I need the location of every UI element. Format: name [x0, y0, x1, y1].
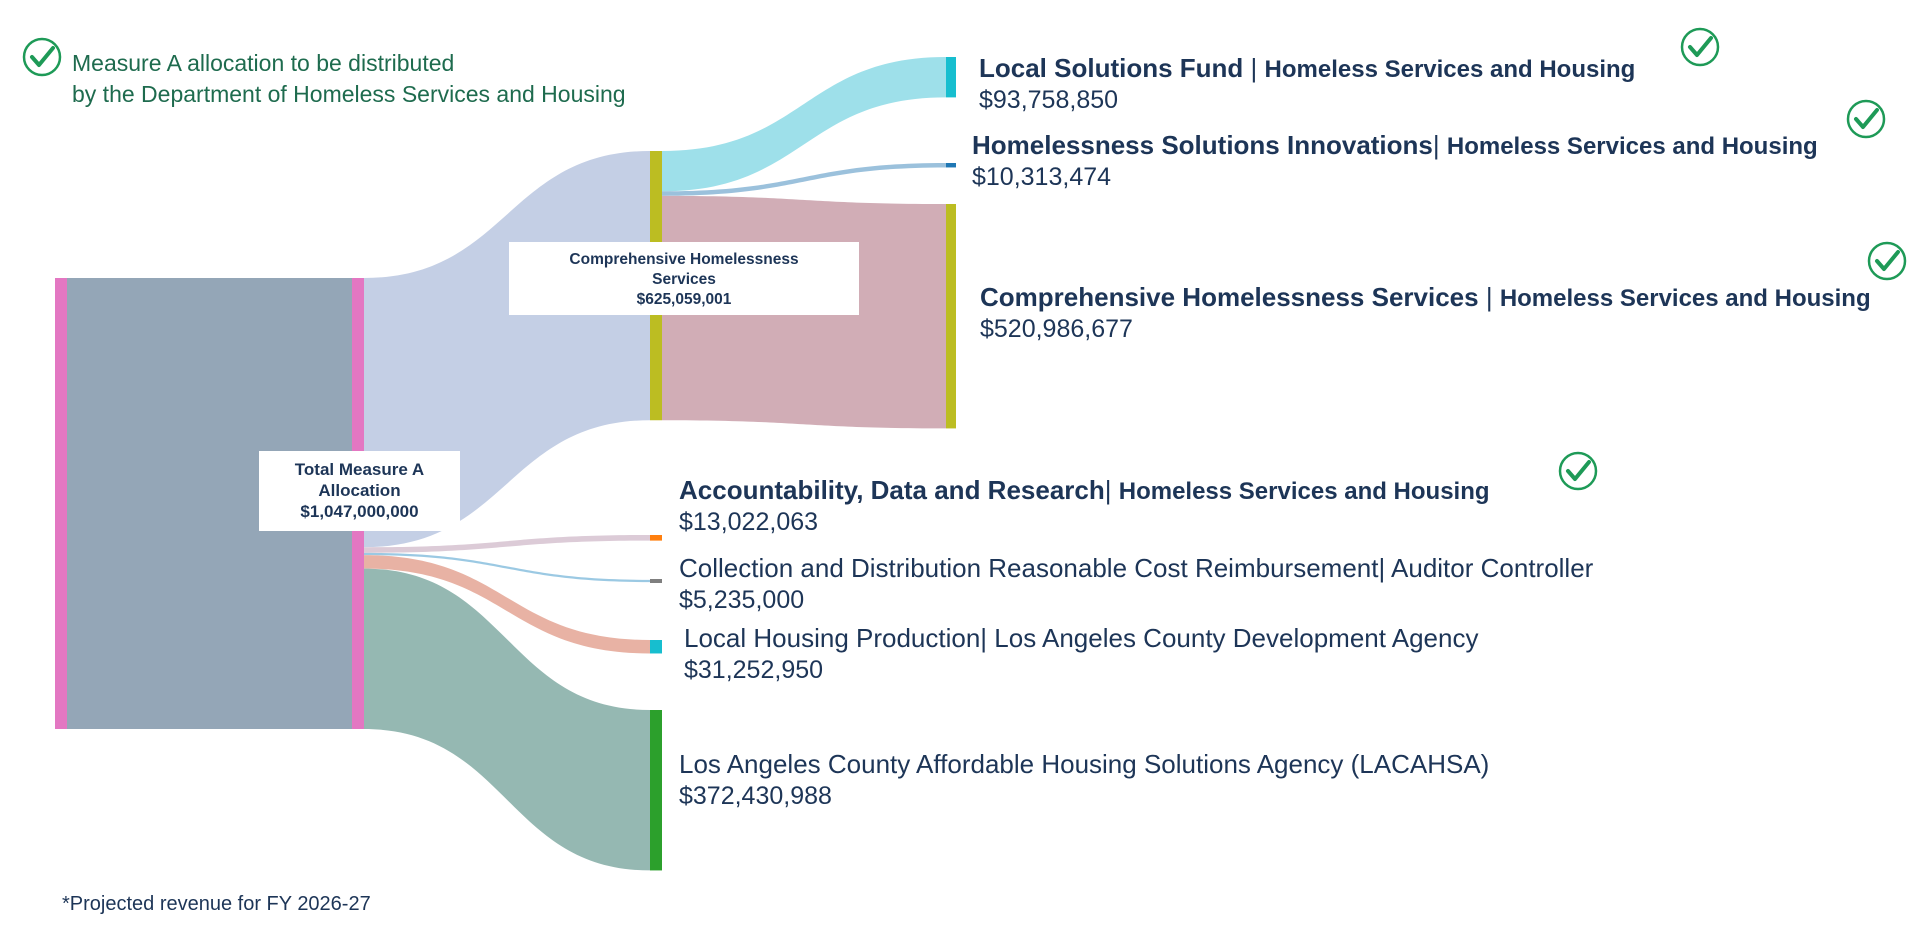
target-separator: |: [980, 623, 995, 653]
chs-parent-amount: $625,059,001: [636, 291, 732, 308]
target-program: Comprehensive Homelessness Services: [980, 282, 1479, 312]
node-local-housing: [650, 640, 662, 653]
target-label-local-solutions-fund: [979, 53, 1635, 115]
target-separator: |: [1104, 475, 1119, 505]
checkmark-icon: [1558, 451, 1598, 491]
checkmark-icon: [1680, 27, 1720, 67]
legend-line-2: by the Department of Homeless Services and Housing: [72, 81, 626, 107]
target-label-comprehensive-homelessness-services: [980, 282, 1871, 344]
total-allocation-label: [259, 451, 460, 531]
target-separator: |: [1378, 553, 1392, 583]
target-amount: $372,430,988: [679, 782, 832, 810]
target-label-local-housing-production: [684, 623, 1478, 685]
checkmark-icon: [1846, 99, 1886, 139]
target-amount: $520,986,677: [980, 315, 1133, 343]
legend-text: [72, 48, 626, 110]
target-separator: |: [1478, 282, 1500, 312]
node-collection: [650, 579, 662, 583]
target-amount: $5,235,000: [679, 586, 805, 614]
total-label-line-2: Allocation: [318, 481, 401, 500]
target-program: Los Angeles County Affordable Housing Solutions Agency (LACAHSA): [679, 749, 1490, 779]
footnote: *Projected revenue for FY 2026-27: [62, 893, 371, 915]
target-program: Local Solutions Fund: [979, 53, 1244, 83]
target-label-lacahsa: [679, 749, 1489, 811]
target-amount: $10,313,474: [972, 163, 1112, 191]
link-local-solutions-fund: [662, 57, 946, 191]
total-allocation-left-edge: [55, 278, 67, 729]
target-separator: |: [1243, 53, 1265, 83]
target-amount: $93,758,850: [979, 86, 1119, 114]
target-amount: $13,022,063: [679, 508, 819, 536]
checkmark-icon: [1867, 241, 1907, 281]
legend-checkmark-icon: [22, 37, 62, 77]
target-department: Auditor Controller: [1391, 553, 1594, 583]
target-department: Homeless Services and Housing: [1499, 285, 1871, 312]
target-label-collection-distribution: [679, 553, 1593, 615]
target-program: Collection and Distribution Reasonable Cost Reimbursement: [679, 553, 1379, 583]
target-department: Homeless Services and Housing: [1118, 478, 1490, 505]
target-program: Accountability, Data and Research: [679, 475, 1105, 505]
link-lacahsa: [364, 569, 650, 871]
chs-parent-label: [509, 242, 859, 315]
target-label-homelessness-solutions-innovations: [972, 130, 1818, 192]
target-department: Los Angeles County Development Agency: [994, 623, 1479, 653]
node-local-solutions-fund: [946, 57, 956, 97]
node-comprehensive-services: [946, 204, 956, 428]
chs-parent-line-1: Comprehensive Homelessness: [569, 251, 799, 268]
target-separator: |: [1432, 130, 1447, 160]
target-program: Local Housing Production: [684, 623, 981, 653]
legend-line-1: Measure A allocation to be distributed: [72, 50, 455, 76]
node-lacahsa: [650, 710, 662, 870]
target-amount: $31,252,950: [684, 656, 824, 684]
target-label-accountability-data-research: [679, 475, 1490, 537]
total-label-line-1: Total Measure A: [294, 460, 425, 479]
target-department: Homeless Services and Housing: [1264, 56, 1636, 83]
chs-parent-line-2: Services: [652, 271, 716, 288]
target-department: Homeless Services and Housing: [1446, 133, 1818, 160]
total-amount: $1,047,000,000: [300, 502, 419, 521]
target-program: Homelessness Solutions Innovations: [972, 130, 1433, 160]
node-accountability: [650, 535, 662, 541]
node-innovations: [946, 163, 956, 167]
